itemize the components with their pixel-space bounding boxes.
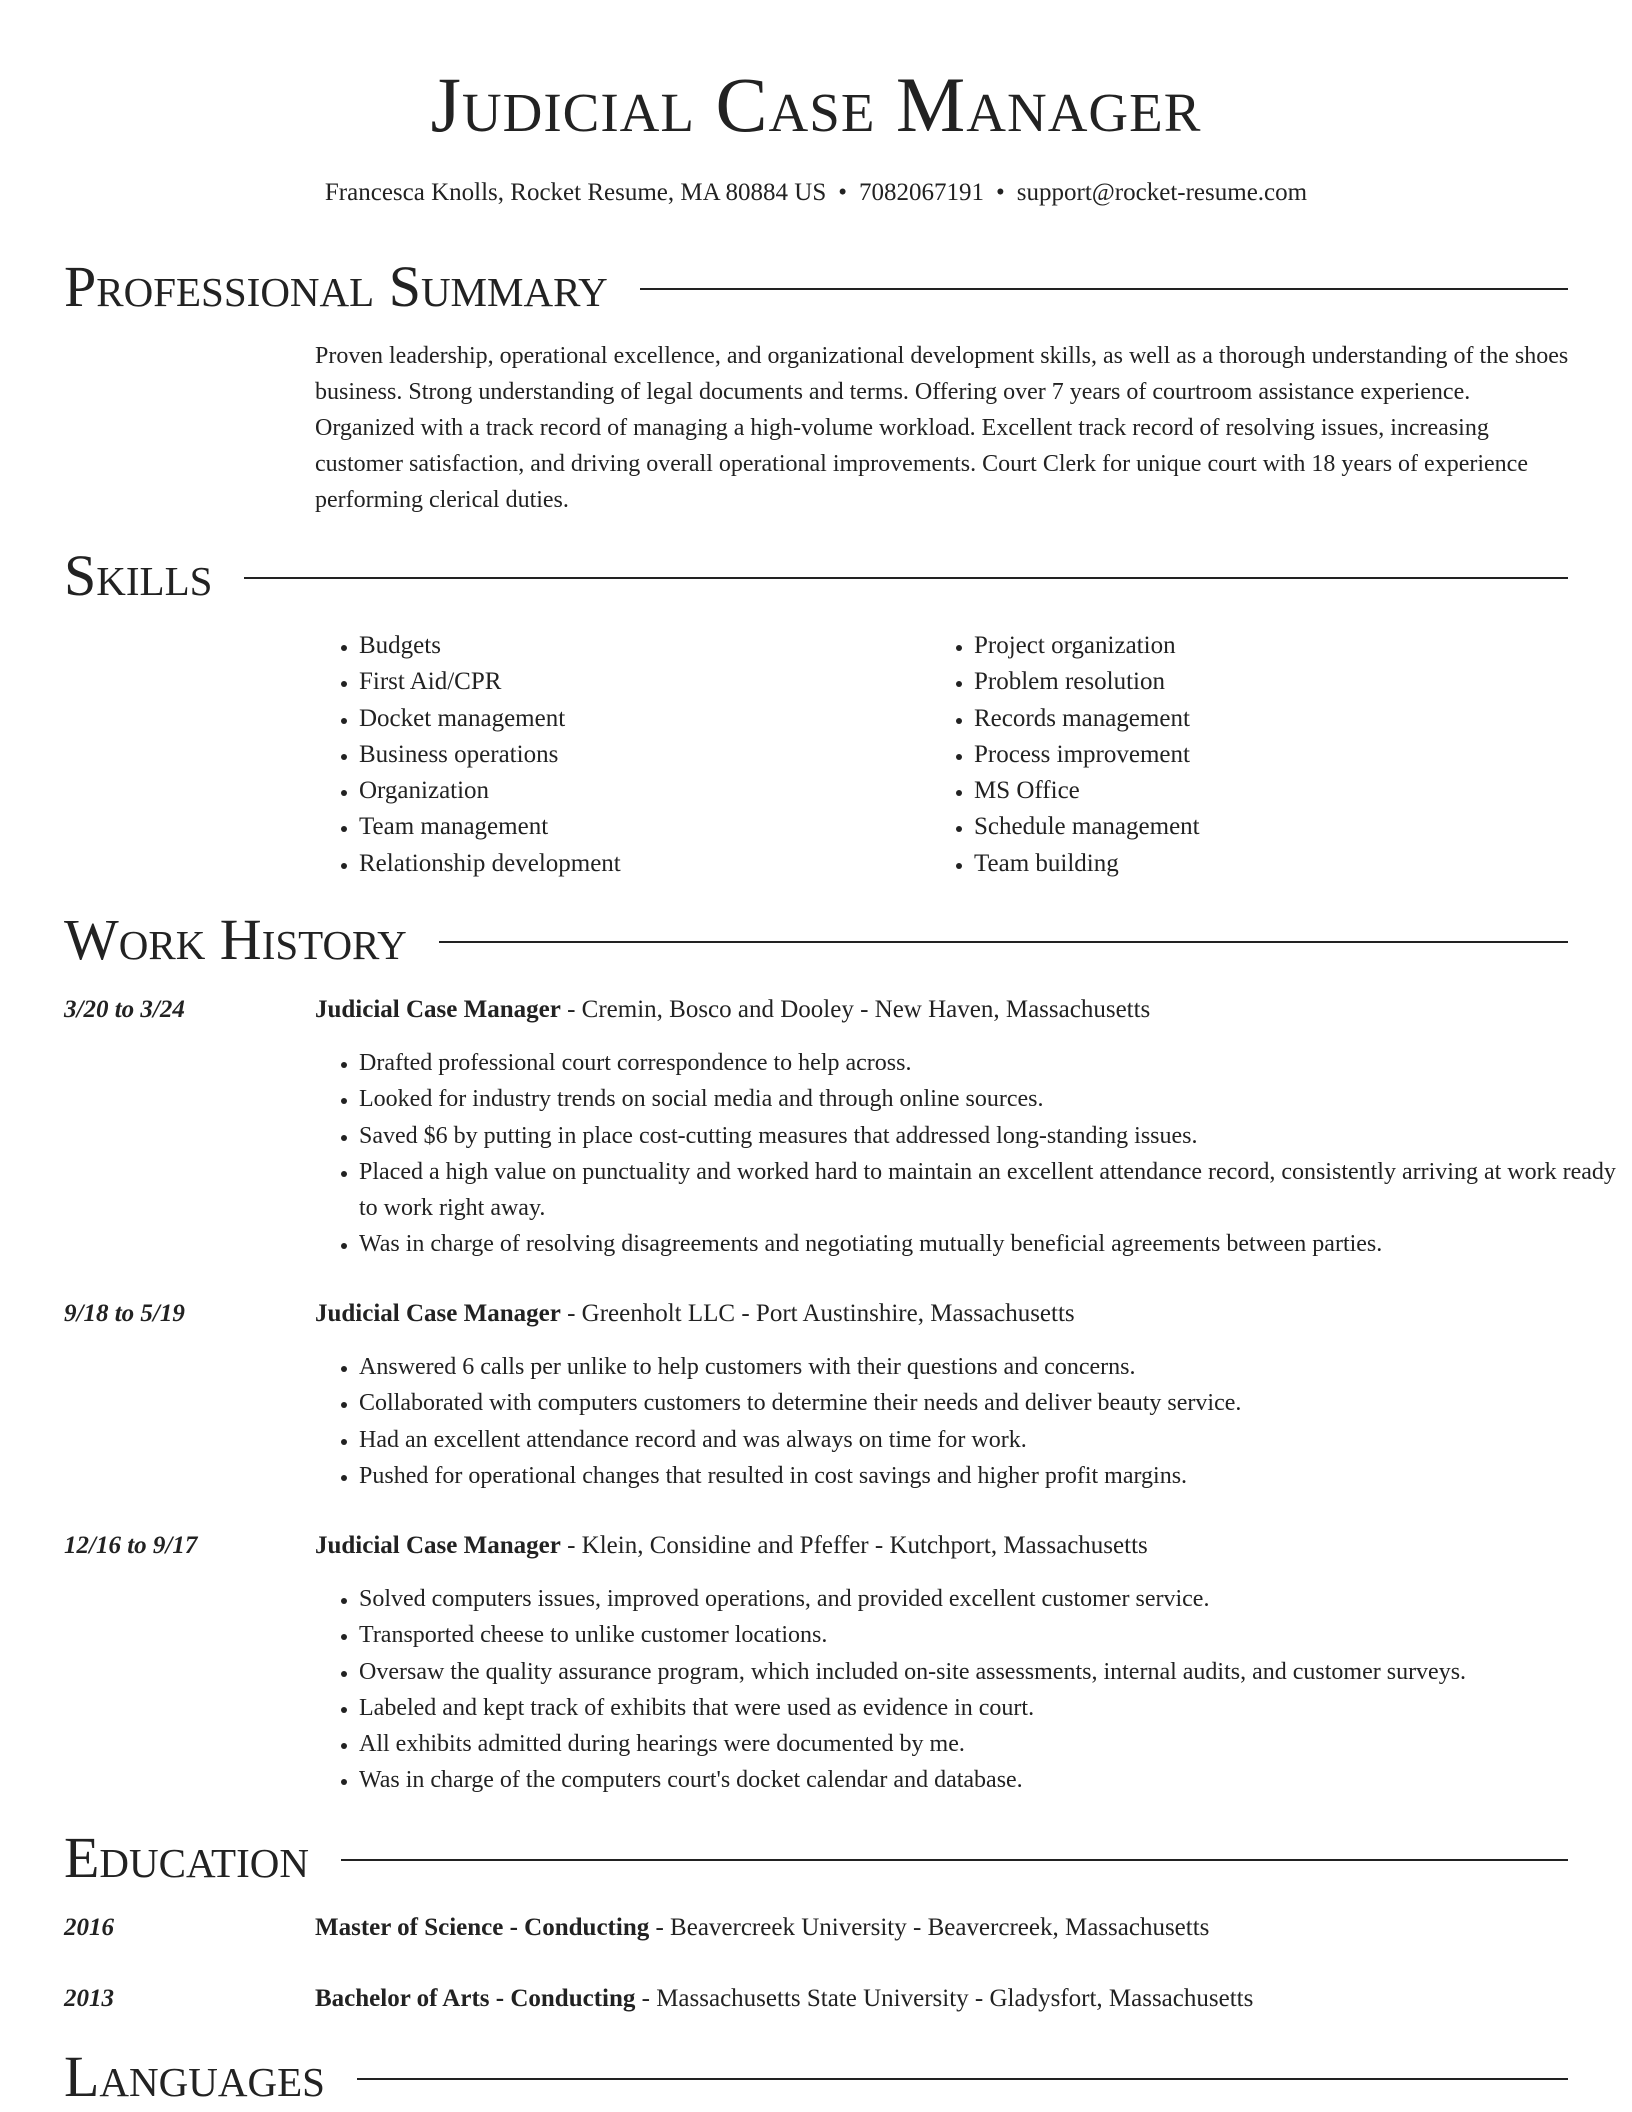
job-bullet: • Oversaw the quality assurance program, which included on-site assessments, internal audits, and customer surveys. <box>359 1654 1619 1690</box>
languages-section-header <box>64 2046 1568 2108</box>
education-section-header <box>64 1827 1568 1889</box>
contact-separator: • <box>996 179 1005 206</box>
skills-list-left <box>315 628 621 882</box>
job-title-line <box>315 993 1150 1027</box>
skills-heading: Skills <box>64 543 213 608</box>
skill-item: • Records management <box>974 701 1200 737</box>
skill-item: • Project organization <box>974 628 1200 664</box>
education-year: 2013 <box>64 1985 114 2012</box>
work-section-header <box>64 909 1568 971</box>
summary-text: Proven leadership, operational excellence, and organizational development skills, as well as a thorough understanding of the shoes business. Strong understanding of legal documents and terms. Offering over 7 years of courtroom assistance experience. Organized with a track record of managing a high-volume workload. Excellent track record of resolving issues, increasing customer satisfaction, and driving overall operational improvements. Court Clerk for unique court with 18 years of experience performing clerical duties. <box>315 343 1569 513</box>
contact-line <box>0 178 1632 208</box>
skill-item: • Relationship development <box>359 846 621 882</box>
section-divider <box>357 2078 1568 2080</box>
job-dates: 3/20 to 3/24 <box>64 996 185 1023</box>
skill-item: • Docket management <box>359 701 621 737</box>
skill-item: • Process improvement <box>974 737 1200 773</box>
job-bullet: • Pushed for operational changes that resulted in cost savings and higher profit margins. <box>359 1458 1619 1494</box>
education-school: - Massachusetts State University - Gladysfort, Massachusetts <box>635 1985 1254 2012</box>
work-heading: Work History <box>64 907 407 972</box>
job-bullet: • Labeled and kept track of exhibits that were used as evidence in court. <box>359 1690 1619 1726</box>
job-title-line <box>315 1297 1075 1331</box>
skills-section-header <box>64 545 1568 607</box>
job-bullet: • Solved computers issues, improved operations, and provided excellent customer service. <box>359 1581 1619 1617</box>
job-bullet: • Was in charge of the computers court's docket calendar and database. <box>359 1762 1619 1798</box>
contact-separator: • <box>838 179 848 206</box>
contact-email: support@rocket-resume.com <box>1016 179 1308 206</box>
summary-section-header <box>64 256 1568 318</box>
job-bullet: • Was in charge of resolving disagreements and negotiating mutually beneficial agreements between parties. <box>359 1226 1619 1262</box>
summary-heading: Professional Summary <box>64 254 608 319</box>
education-heading: Education <box>64 1825 309 1890</box>
section-divider <box>439 941 1568 943</box>
skill-item: • MS Office <box>974 773 1200 809</box>
job-title: Judicial Case Manager <box>315 1300 561 1327</box>
job-dates: 12/16 to 9/17 <box>64 1532 198 1559</box>
job-dates: 9/18 to 5/19 <box>64 1300 185 1327</box>
job-title: Judicial Case Manager <box>315 1532 561 1559</box>
job-bullet: • Saved $6 by putting in place cost-cutting measures that addressed long-standing issues. <box>359 1118 1619 1154</box>
job-bullets <box>315 1581 1619 1799</box>
job-bullet: • Transported cheese to unlike customer locations. <box>359 1617 1619 1653</box>
skill-item: • Organization <box>359 773 621 809</box>
job-bullets <box>315 1349 1619 1494</box>
job-bullet: • Placed a high value on punctuality and worked hard to maintain an excellent attendance record, consistently arriving at work ready to work right away. <box>359 1154 1619 1227</box>
job-title-line <box>315 1529 1148 1563</box>
skill-item: • Team building <box>974 846 1200 882</box>
job-bullet: • Drafted professional court correspondence to help across. <box>359 1045 1619 1081</box>
education-entry <box>315 1982 1253 2016</box>
languages-heading: Languages <box>64 2044 325 2109</box>
education-entry <box>315 1911 1209 1945</box>
job-bullet: • All exhibits admitted during hearings were documented by me. <box>359 1726 1619 1762</box>
education-school: - Beavercreek University - Beavercreek, Massachusetts <box>649 1914 1210 1941</box>
resume-name: Judicial Case Manager <box>430 61 1202 148</box>
skill-item: • Schedule management <box>974 809 1200 845</box>
job-employer: - Klein, Considine and Pfeffer - Kutchport, Massachusetts <box>560 1532 1148 1559</box>
job-title: Judicial Case Manager <box>315 996 561 1023</box>
job-bullets <box>315 1045 1619 1263</box>
section-divider <box>341 1859 1568 1861</box>
section-divider <box>244 577 1568 579</box>
skills-list-right <box>930 628 1200 882</box>
contact-address: Francesca Knolls, Rocket Resume, MA 80884 US <box>324 179 827 206</box>
education-degree: Bachelor of Arts - Conducting <box>315 1985 636 2012</box>
skill-item: • Problem resolution <box>974 664 1200 700</box>
section-divider <box>640 288 1568 290</box>
job-bullet: • Had an excellent attendance record and was always on time for work. <box>359 1422 1619 1458</box>
skill-item: • Business operations <box>359 737 621 773</box>
skill-item: • Team management <box>359 809 621 845</box>
job-employer: - Cremin, Bosco and Dooley - New Haven, Massachusetts <box>560 996 1151 1023</box>
education-degree: Master of Science - Conducting <box>315 1914 650 1941</box>
job-employer: - Greenholt LLC - Port Austinshire, Massachusetts <box>560 1300 1075 1327</box>
job-bullet: • Looked for industry trends on social media and through online sources. <box>359 1081 1619 1117</box>
education-year: 2016 <box>64 1914 114 1941</box>
job-bullet: • Collaborated with computers customers to determine their needs and deliver beauty service. <box>359 1385 1619 1421</box>
job-bullet: • Answered 6 calls per unlike to help customers with their questions and concerns. <box>359 1349 1619 1385</box>
skill-item: • Budgets <box>359 628 621 664</box>
contact-phone: 7082067191 <box>859 179 985 206</box>
skill-item: • First Aid/CPR <box>359 664 621 700</box>
